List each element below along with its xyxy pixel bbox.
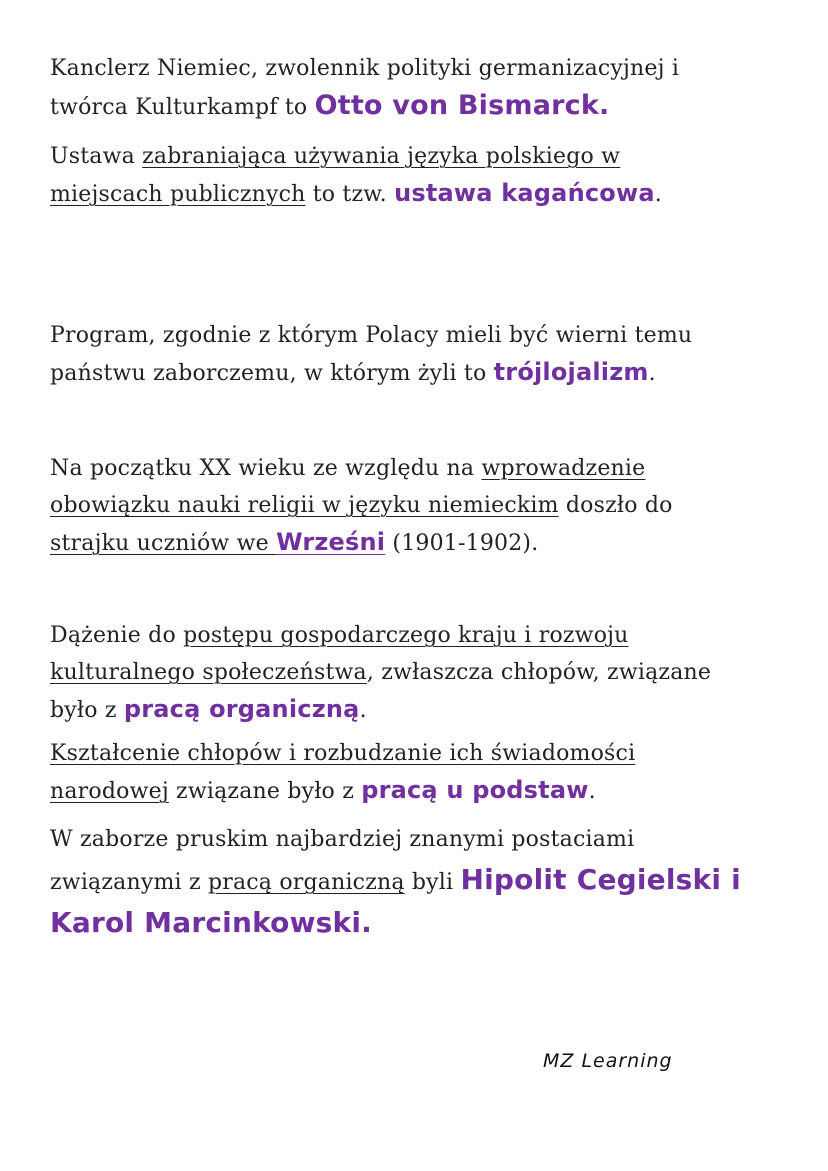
p5-end: . <box>359 698 367 723</box>
paragraph-ustawa <box>50 138 790 213</box>
p7-highlight2: Karol Marcinkowski. <box>50 906 372 939</box>
p1-highlight: Otto von Bismarck. <box>314 90 610 121</box>
p4-text1: Na początku XX wieku ze względu na <box>50 456 482 481</box>
p7-underline1: pracą organiczną <box>207 870 405 895</box>
paragraph-praca-organiczna <box>50 617 790 729</box>
p7-text2: związanymi z <box>50 870 208 895</box>
p5-underline1: postępu gospodarczego kraju i rozwoju <box>183 623 629 648</box>
paragraph-trojlojalizm <box>50 317 790 392</box>
p1-line2: twórca Kulturkampf to <box>50 95 315 120</box>
p5-text2: , zwłaszcza chłopów, związane <box>366 660 712 685</box>
paragraph-postacie <box>50 820 790 946</box>
p5-highlight: pracą organiczną <box>123 695 360 723</box>
p2-text1: Ustawa <box>50 144 143 169</box>
p7-highlight1: Hipolit Cegielski i <box>460 863 741 896</box>
p2-text2: to tzw. <box>305 182 395 207</box>
p5-text3: było z <box>50 698 124 723</box>
p4-underline1: wprowadzenie <box>481 456 646 481</box>
p7-text3: byli <box>404 870 461 895</box>
p2-underline1: zabraniająca używania języka polskiego w <box>142 144 621 169</box>
p6-underline1: Kształcenie chłopów i rozbudzanie ich świadomości <box>50 741 636 766</box>
p5-underline2: kulturalnego społeczeństwa <box>50 660 367 685</box>
paragraph-wrzesnia <box>50 450 790 562</box>
p1-line1: Kanclerz Niemiec, zwolennik polityki germanizacyjnej i <box>50 56 680 81</box>
p6-text1: związane było z <box>168 779 362 804</box>
signature: MZ Learning <box>543 1050 673 1072</box>
p4-text2: doszło do <box>558 493 673 518</box>
p3-highlight: trójlojalizm <box>493 358 649 386</box>
p6-underline2: narodowej <box>50 779 169 804</box>
p4-highlight: Wrześni <box>276 528 386 556</box>
p2-end: . <box>654 182 662 207</box>
p3-line2: państwu zaborczemu, w którym żyli to <box>50 361 494 386</box>
p7-line1: W zaborze pruskim najbardziej znanymi postaciami <box>50 827 635 852</box>
p2-underline2: miejscach publicznych <box>50 182 306 207</box>
p3-end: . <box>648 361 656 386</box>
p4-underline3: strajku uczniów we <box>50 531 277 556</box>
paragraph-bismarck <box>50 50 790 126</box>
p5-text1: Dążenie do <box>50 623 184 648</box>
p4-end: (1901-1902). <box>385 531 539 556</box>
paragraph-praca-u-podstaw <box>50 735 790 810</box>
p6-end: . <box>588 779 596 804</box>
p6-highlight: pracą u podstaw <box>361 776 589 804</box>
p3-line1: Program, zgodnie z którym Polacy mieli być wierni temu <box>50 323 693 348</box>
p2-highlight: ustawa kagańcowa <box>394 179 655 207</box>
p4-underline2: obowiązku nauki religii w języku niemieckim <box>50 493 559 518</box>
